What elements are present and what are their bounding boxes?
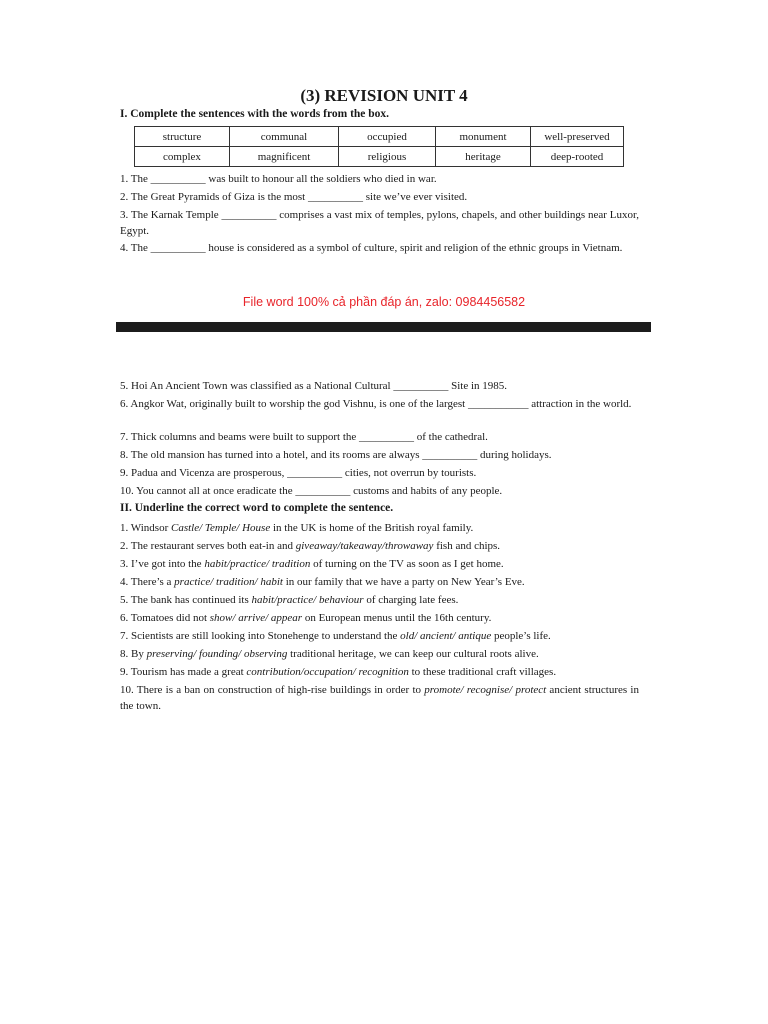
- choice-sentence-10: 10. There is a ban on construction of high-rise buildings in order to promote/ recognise/ protect ancient structures in the town.: [120, 684, 639, 712]
- sentence-4: 4. The __________ house is considered as a symbol of culture, spirit and religion of the ethnic groups in Vietnam.: [120, 242, 623, 254]
- sentence-10: 10. You cannot all at once eradicate the __________ customs and habits of any people.: [120, 485, 503, 497]
- choice-sentence-6: 6. Tomatoes did not show/ arrive/ appear on European menus until the 16th century.: [120, 612, 492, 624]
- word-box-cell: monument: [436, 127, 531, 147]
- sentence-1: 1. The __________ was built to honour all the soldiers who died in war.: [120, 173, 437, 185]
- word-box-cell: well-preserved: [531, 127, 624, 147]
- sentence-3: 3. The Karnak Temple __________ comprises a vast mix of temples, pylons, chapels, and other buildings near Luxor, Egypt.: [120, 209, 639, 237]
- word-box-cell: deep-rooted: [531, 147, 624, 167]
- word-box-cell: religious: [339, 147, 436, 167]
- choice-sentence-2: 2. The restaurant serves both eat-in and giveaway/takeaway/throwaway fish and chips.: [120, 540, 501, 552]
- promo-note: File word 100% cả phần đáp án, zalo: 0984456582: [242, 295, 526, 309]
- choice-sentence-3: 3. I’ve got into the habit/practice/ tradition of turning on the TV as soon as I get home.: [120, 558, 504, 570]
- word-box-cell: magnificent: [230, 147, 339, 167]
- sentence-6: 6. Angkor Wat, originally built to worship the god Vishnu, is one of the largest ___________ attraction in the world.: [120, 398, 632, 410]
- word-box: [134, 126, 624, 167]
- word-box-cell: heritage: [436, 147, 531, 167]
- word-box-row: [135, 147, 624, 167]
- word-box-cell: structure: [135, 127, 230, 147]
- sentence-7: 7. Thick columns and beams were built to support the __________ of the cathedral.: [120, 431, 488, 443]
- page-title: (3) REVISION UNIT 4: [300, 86, 468, 105]
- choice-sentence-7: 7. Scientists are still looking into Stonehenge to understand the old/ ancient/ antique people’s life.: [120, 630, 551, 642]
- choice-sentence-9: 9. Tourism has made a great contribution/occupation/ recognition to these traditional craft villages.: [120, 666, 557, 678]
- word-box-cell: occupied: [339, 127, 436, 147]
- sentence-5: 5. Hoi An Ancient Town was classified as a National Cultural __________ Site in 1985.: [120, 380, 508, 392]
- word-box-row: [135, 127, 624, 147]
- word-box-cell: communal: [230, 127, 339, 147]
- choice-sentence-1: 1. Windsor Castle/ Temple/ House in the UK is home of the British royal family.: [120, 522, 474, 534]
- choice-sentence-5: 5. The bank has continued its habit/practice/ behaviour of charging late fees.: [120, 594, 459, 606]
- section-1-heading: I. Complete the sentences with the words from the box.: [120, 108, 390, 120]
- sentence-2: 2. The Great Pyramids of Giza is the most __________ site we’ve ever visited.: [120, 191, 468, 203]
- choice-sentence-4: 4. There’s a practice/ tradition/ habit in our family that we have a party on New Year’s Eve.: [120, 576, 525, 588]
- word-box-cell: complex: [135, 147, 230, 167]
- sentence-8: 8. The old mansion has turned into a hotel, and its rooms are always __________ during holidays.: [120, 449, 552, 461]
- choice-sentence-8: 8. By preserving/ founding/ observing traditional heritage, we can keep our cultural roots alive.: [120, 648, 539, 660]
- section-2-heading: II. Underline the correct word to complete the sentence.: [120, 502, 394, 514]
- sentence-9: 9. Padua and Vicenza are prosperous, __________ cities, not overrun by tourists.: [120, 467, 477, 479]
- page-divider-bar: [116, 322, 651, 332]
